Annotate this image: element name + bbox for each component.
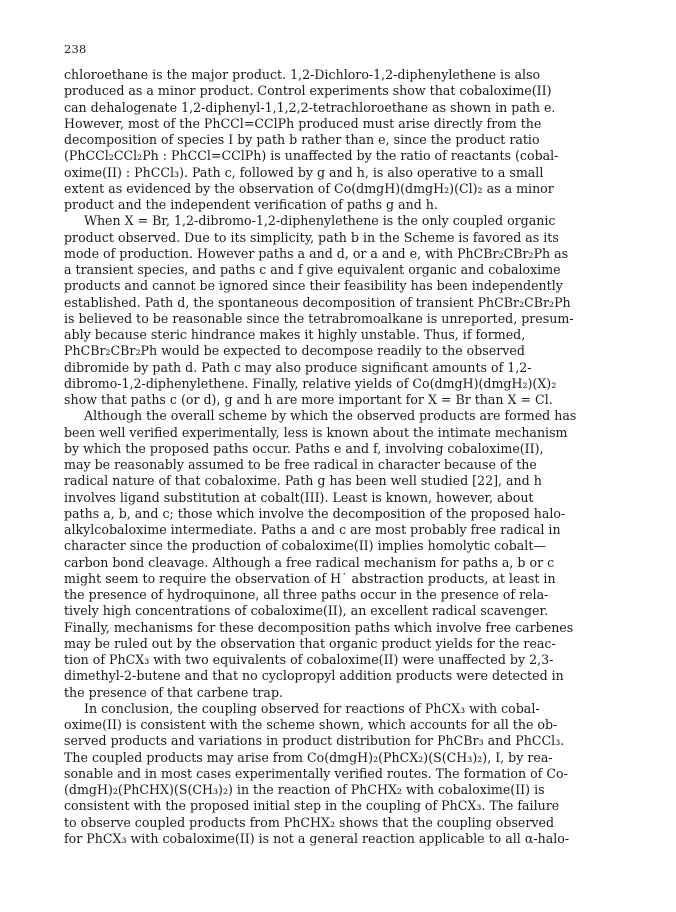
text-line: sonable and in most cases experimentally verified routes. The formation of Co- bbox=[64, 765, 568, 781]
paragraph bbox=[64, 213, 610, 408]
text-line: Finally, mechanisms for these decomposition paths which involve free carbenes bbox=[64, 619, 574, 635]
text-line: product and the independent verification of paths g and h. bbox=[64, 197, 438, 212]
text-line: paths a, b, and c; those which involve the decomposition of the proposed halo- bbox=[64, 505, 566, 521]
text-line: produced as a minor product. Control experiments show that cobaloxime(II) bbox=[64, 83, 552, 99]
body-text bbox=[64, 67, 610, 847]
text-line: established. Path d, the spontaneous decomposition of transient PhCBr₂CBr₂Ph bbox=[64, 294, 571, 310]
text-line: However, most of the PhCCl=CClPh produced must arise directly from the bbox=[64, 115, 542, 131]
text-line: (dmgH)₂(PhCHX)(S(CH₃)₂) in the reaction of PhCHX₂ with cobaloxime(II) is bbox=[64, 782, 545, 797]
text-line: the presence of that carbene trap. bbox=[64, 684, 284, 700]
text-line: been well verified experimentally, less is known about the intimate mechanism bbox=[64, 424, 568, 440]
text-line: radical nature of that cobaloxime. Path g has been well studied [22], and h bbox=[64, 473, 542, 489]
text-line: for PhCX₃ with cobaloxime(II) is not a general reaction applicable to all α-halo- bbox=[64, 830, 570, 846]
paragraph bbox=[64, 701, 610, 847]
text-line: (PhCCl₂CCl₂Ph : PhCCl=CClPh) is unaffected by the ratio of reactants (cobal- bbox=[64, 148, 559, 164]
text-line: may be ruled out by the observation that organic product yields for the reac- bbox=[64, 635, 556, 651]
paragraph bbox=[64, 67, 610, 213]
text-line: tion of PhCX₃ with two equivalents of cobaloxime(II) were unaffected by 2,3- bbox=[64, 652, 554, 667]
text-line: may be reasonably assumed to be free radical in character because of the bbox=[64, 457, 537, 472]
text-line: In conclusion, the coupling observed for reactions of PhCX₃ with cobal- bbox=[84, 700, 540, 716]
text-line: the presence of hydroquinone, all three paths occur in the presence of rela- bbox=[64, 587, 549, 602]
text-line: ably because steric hindrance makes it highly unstable. Thus, if formed, bbox=[64, 327, 526, 342]
text-line: products and cannot be ignored since their feasibility has been independently bbox=[64, 278, 563, 294]
text-line: product observed. Due to its simplicity, path b in the Scheme is favored as its bbox=[64, 229, 559, 245]
text-line: by which the proposed paths occur. Paths e and f, involving cobaloxime(II), bbox=[64, 440, 544, 456]
text-line: dibromo-1,2-diphenylethene. Finally, relative yields of Co(dmgH)(dmgH₂)(X)₂ bbox=[64, 375, 557, 391]
text-line: show that paths c (or d), g and h are more important for X = Br than X = Cl. bbox=[64, 392, 553, 407]
text-line: oxime(II) : PhCCl₃). Path c, followed by g and h, is also operative to a small bbox=[64, 164, 544, 180]
text-line: extent as evidenced by the observation of Co(dmgH)(dmgH₂)(Cl)₂ as a minor bbox=[64, 180, 554, 196]
text-line: a transient species, and paths c and f give equivalent organic and cobaloxime bbox=[64, 262, 561, 277]
text-line: oxime(II) is consistent with the scheme shown, which accounts for all the ob- bbox=[64, 717, 558, 732]
text-line: mode of production. However paths a and d, or a and e, with PhCBr₂CBr₂Ph as bbox=[64, 245, 569, 261]
text-line: dimethyl-2-butene and that no cyclopropyl addition products were detected in bbox=[64, 668, 564, 684]
text-line: chloroethane is the major product. 1,2-Dichloro-1,2-diphenylethene is also bbox=[64, 67, 541, 82]
text-line: involves ligand substitution at cobalt(III). Least is known, however, about bbox=[64, 489, 534, 505]
text-line: might seem to require the observation of H˙ abstraction products, at least in bbox=[64, 570, 556, 586]
text-line: When X = Br, 1,2-dibromo-1,2-diphenylethene is the only coupled organic bbox=[84, 213, 556, 229]
text-line: served products and variations in product distribution for PhCBr₃ and PhCCl₃. bbox=[64, 733, 565, 749]
text-line: tively high concentrations of cobaloxime(II), an excellent radical scavenger. bbox=[64, 603, 549, 619]
paragraph bbox=[64, 408, 610, 701]
text-line: decomposition of species I by path b rather than e, since the product ratio bbox=[64, 132, 540, 147]
text-line: dibromide by path d. Path c may also produce significant amounts of 1,2- bbox=[64, 359, 532, 375]
text-line: to observe coupled products from PhCHX₂ shows that the coupling observed bbox=[64, 814, 555, 830]
text-line: PhCBr₂CBr₂Ph would be expected to decompose readily to the observed bbox=[64, 343, 525, 359]
text-line: carbon bond cleavage. Although a free radical mechanism for paths a, b or c bbox=[64, 554, 555, 570]
text-line: Although the overall scheme by which the observed products are formed has bbox=[84, 408, 577, 424]
page-number: 238 bbox=[64, 42, 87, 56]
text-line: can dehalogenate 1,2-diphenyl-1,1,2,2-tetrachloroethane as shown in path e. bbox=[64, 99, 556, 115]
text-line: character since the production of cobaloxime(II) implies homolytic cobalt— bbox=[64, 538, 546, 554]
text-line: alkylcobaloxime intermediate. Paths a and c are most probably free radical in bbox=[64, 522, 561, 537]
text-line: is believed to be reasonable since the tetrabromoalkane is unreported, presum- bbox=[64, 310, 574, 326]
text-line: consistent with the proposed initial step in the coupling of PhCX₃. The failure bbox=[64, 798, 560, 814]
text-line: The coupled products may arise from Co(dmgH)₂(PhCX₂)(S(CH₃)₂), I, by rea- bbox=[64, 749, 553, 765]
